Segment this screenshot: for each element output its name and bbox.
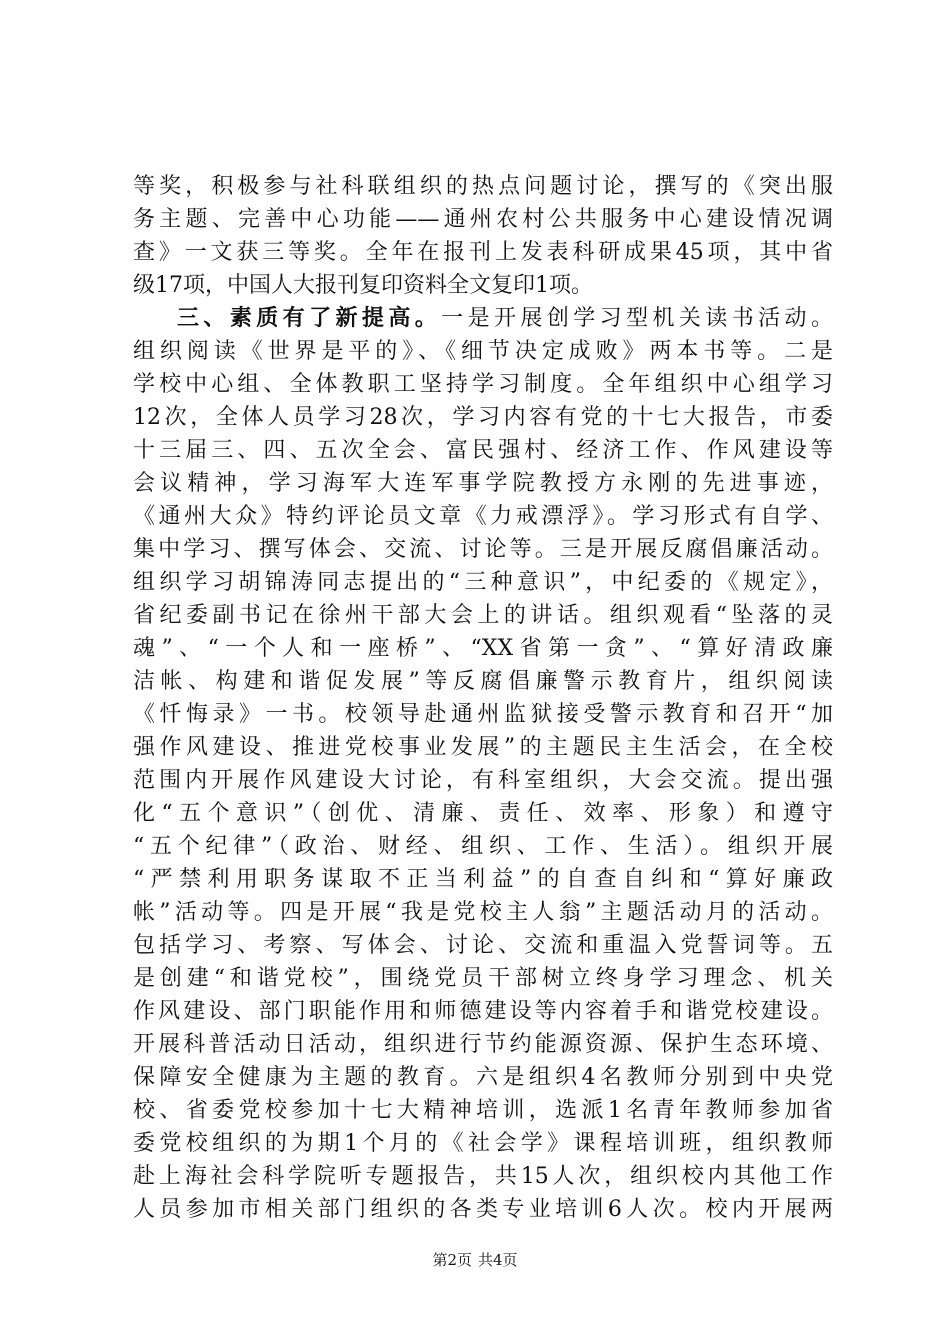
body-text <box>133 170 833 1226</box>
page-total: 共4页 <box>478 1251 518 1269</box>
text-line: 务主题、完善中心功能——通州农村公共服务中心建设情况调 <box>133 207 833 232</box>
text-line: 会议精神，学习海军大连军事学院教授方永刚的先进事迹， <box>133 471 833 496</box>
page-footer <box>0 1250 950 1270</box>
text-line: 委党校组织的为期1个月的《社会学》课程培训班，组织教师 <box>133 1131 833 1156</box>
text-line: 作风建设、部门职能作用和师德建设等内容着手和谐党校建设。 <box>133 999 833 1024</box>
text-line: 级17项，中国人大报刊复印资料全文复印1项。 <box>133 273 593 298</box>
text-line: 包括学习、考察、写体会、讨论、交流和重温入党誓词等。五 <box>133 933 833 958</box>
text-line: 人员参加市相关部门组织的各类专业培训6人次。校内开展两 <box>133 1197 833 1222</box>
text-line: 组织阅读《世界是平的》、《细节决定成败》两本书等。二是 <box>133 339 833 364</box>
text-line: 《忏悔录》一书。校领导赴通州监狱接受警示教育和召开“加 <box>133 702 833 727</box>
text-line: 《通州大众》特约评论员文章《力戒漂浮》。学习形式有自学、 <box>133 504 833 529</box>
section-first-line-text: 一是开展创学习型机关读书活动。 <box>441 306 833 331</box>
text-line: 12次，全体人员学习28次，学习内容有党的十七大报告，市委 <box>133 405 833 430</box>
text-line: 洁帐、构建和谐促发展”等反腐倡廉警示教育片，组织阅读 <box>133 669 833 694</box>
text-line: 查》一文获三等奖。全年在报刊上发表科研成果45项，其中省 <box>133 240 833 265</box>
text-line: 范围内开展作风建设大讨论，有科室组织，大会交流。提出强 <box>133 768 833 793</box>
text-line: 保障安全健康为主题的教育。六是组织4名教师分别到中央党 <box>133 1065 833 1090</box>
text-line: “严禁利用职务谋取不正当利益”的自查自纠和“算好廉政 <box>133 867 833 892</box>
text-line: 省纪委副书记在徐州干部大会上的讲话。组织观看“坠落的灵 <box>133 603 833 628</box>
section-first-line <box>133 302 833 335</box>
text-line: 十三届三、四、五次全会、富民强村、经济工作、作风建设等 <box>133 438 833 463</box>
text-line: 集中学习、撰写体会、交流、讨论等。三是开展反腐倡廉活动。 <box>133 537 833 562</box>
text-line: 帐”活动等。四是开展“我是党校主人翁”主题活动月的活动。 <box>133 900 833 925</box>
text-line: 组织学习胡锦涛同志提出的“三种意识”，中纪委的《规定》， <box>133 570 833 595</box>
text-line: 化“五个意识”（创优、清廉、责任、效率、形象）和遵守 <box>133 801 833 826</box>
page-number: 第2页 <box>432 1251 472 1269</box>
text-line: 开展科普活动日活动，组织进行节约能源资源、保护生态环境、 <box>133 1032 833 1057</box>
text-line: 校、省委党校参加十七大精神培训，选派1名青年教师参加省 <box>133 1098 833 1123</box>
text-line: 魂”、“一个人和一座桥”、“XX省第一贪”、“算好清政廉 <box>133 636 833 661</box>
text-line: 强作风建设、推进党校事业发展”的主题民主生活会，在全校 <box>133 735 833 760</box>
text-line: 是创建“和谐党校”，围绕党员干部树立终身学习理念、机关 <box>133 966 833 991</box>
section-heading: 三、素质有了新提高。 <box>177 305 442 331</box>
text-line: 赴上海社会科学院听专题报告，共15人次，组织校内其他工作 <box>133 1164 833 1189</box>
text-line: 等奖，积极参与社科联组织的热点问题讨论，撰写的《突出服 <box>133 174 833 199</box>
text-line: “五个纪律”（政治、财经、组织、工作、生活）。组织开展 <box>133 834 833 859</box>
text-line: 学校中心组、全体教职工坚持学习制度。全年组织中心组学习 <box>133 372 833 397</box>
